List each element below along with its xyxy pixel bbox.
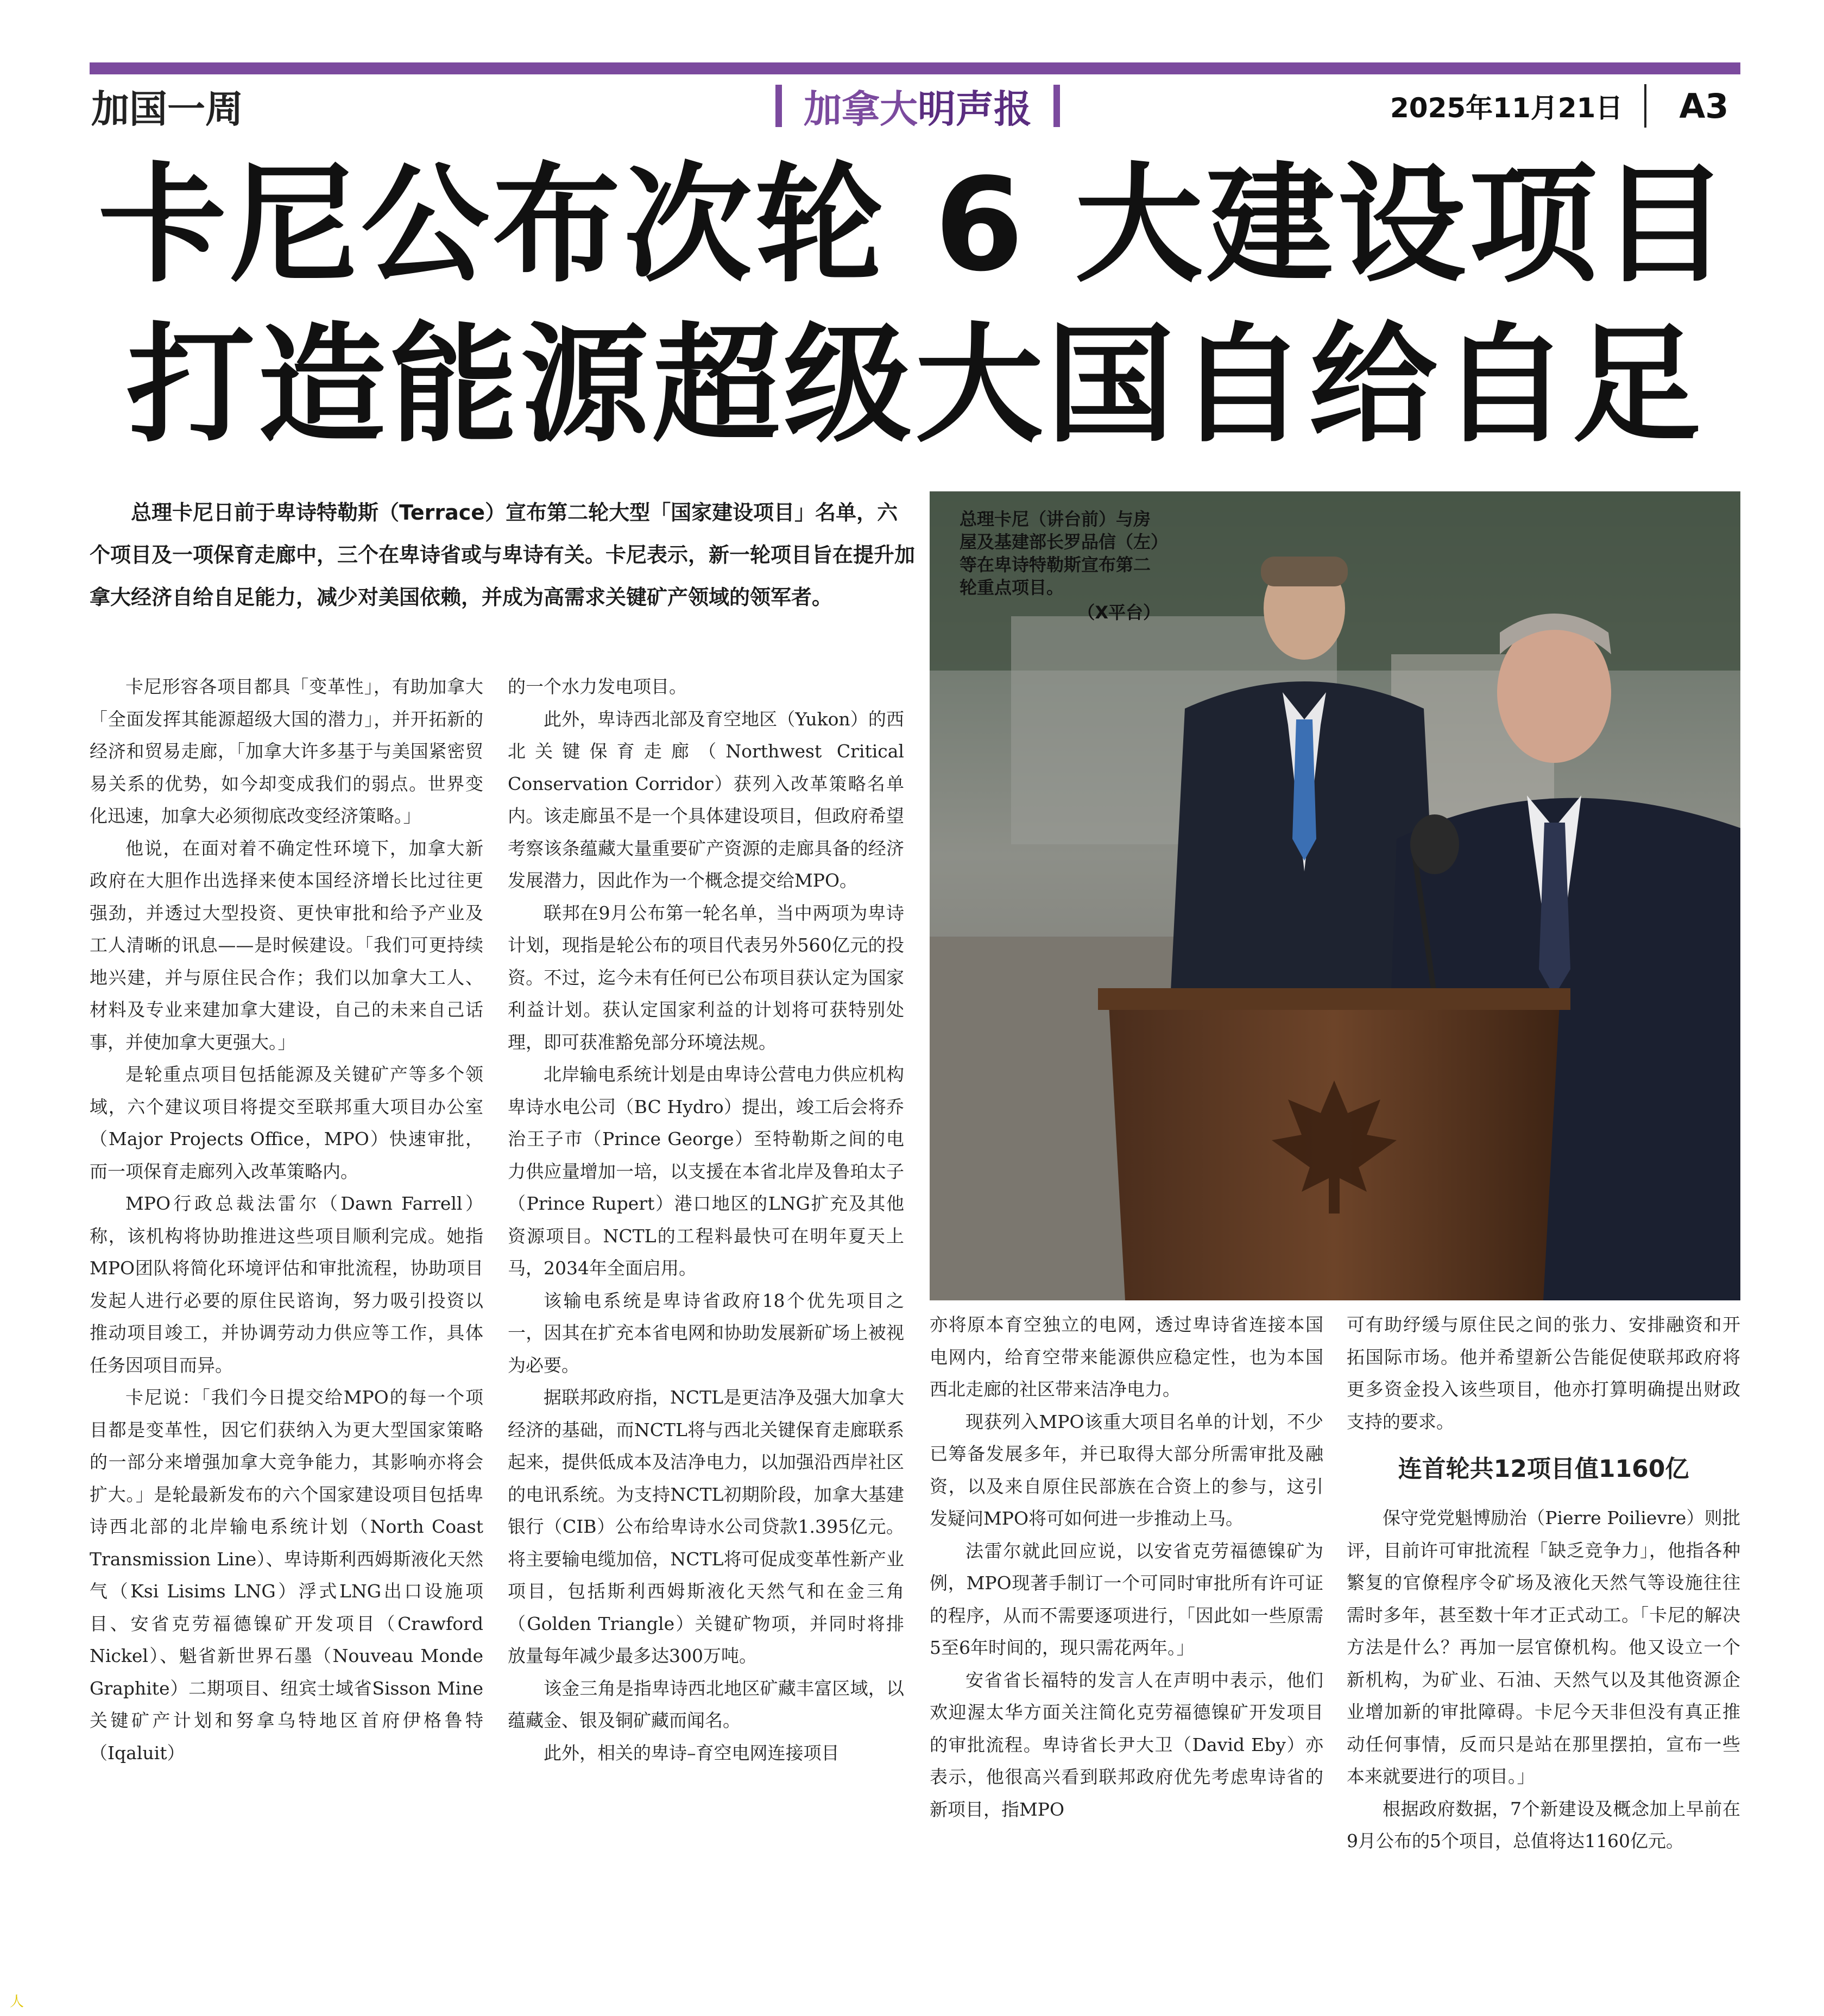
headline-line-1: 卡尼公布次轮 6 大建设项目 (98, 150, 1732, 300)
news-photo (930, 491, 1740, 1300)
headline-line-2: 打造能源超级大国自给自足 (126, 311, 1703, 460)
paragraph: 是轮重点项目包括能源及关键矿产等多个领域，六个建议项目将提交至联邦重大项目办公室（Major Projects Office，MPO）快速审批，而一项保育走廊列入改革策略内。 (90, 1064, 483, 1182)
paragraph: 保守党党魁博励治（Pierre Poilievre）则批评，目前许可审批流程「缺乏竞争力」，他指各种繁复的官僚程序令矿场及液化天然气等设施往往需时多年，甚至数十年才正式动工。「卡尼的解决方法是什么？再加一层官僚机构。他又设立一个新机构，为矿业、石油、天然气以及其他资源企业增加新的审批障碍。卡尼今天非但没有真正推动任何事情，反而只是站在那里摆拍，宣布一些本来就要进行的项目。」 (1347, 1507, 1740, 1787)
body-column-4 (1347, 1309, 1740, 1857)
masthead-title-part1: 加拿大 (804, 86, 918, 131)
corner-mark: 人 (10, 1994, 24, 2010)
paragraph: 法雷尔就此回应说，以安省克劳福德镍矿为例，MPO现著手制订一个可同时审批所有许可证的程序，从而不需要逐项进行，「因此如一些原需5至6年时间的，现只需花两年。」 (930, 1540, 1323, 1658)
paragraph: 卡尼说：「我们今日提交给MPO的每一个项目都是变革性，因它们获纳入为更大型国家策略的一部分来增强加拿大竞争能力，其影响亦将会扩大。」是轮最新发布的六个国家建设项目包括卑诗西北部的北岸输电系统计划（North Coast Transmission Line）、卑诗斯利西姆斯液化天然气（Ksi Lisims LNG）浮式LNG出口设施项目、安省克劳福德镍矿开发项目（Crawford Nickel）、魁省新世界石墨（Nouveau Monde Graphite）二期项目、纽宾士域省Sisson Mine关键矿产计划和努拿乌特地区首府伊格鲁特（Iqaluit） (90, 1387, 483, 1764)
paragraph: 联邦在9月公布第一轮名单，当中两项为卑诗计划，现指是轮公布的项目代表另外560亿元的投资。不过，迄今未有任何已公布项目获认定为国家利益计划。获认定国家利益的计划将可获特别处理，即可获准豁免部分环境法规。 (508, 902, 904, 1053)
paragraph: 此外，相关的卑诗–育空电网连接项目 (544, 1742, 840, 1764)
subheading: 连首轮共12项目值1160亿 (1398, 1455, 1689, 1483)
paragraph: 北岸输电系统计划是由卑诗公营电力供应机构卑诗水电公司（BC Hydro）提出，竣工后会将乔治王子市（Prince George）至特勒斯之间的电力供应量增加一培，以支援在本省北岸及鲁珀太子（Prince Rupert）港口地区的LNG扩充及其他资源项目。NCTL的工程料最快可在明年夏天上马，2034年全面启用。 (508, 1064, 904, 1279)
paragraph: 现获列入MPO该重大项目名单的计划，不少已筹备发展多年，并已取得大部分所需审批及融资，以及来自原住民部族在合资上的参与，这引发疑问MPO将可如何进一步推动上马。 (930, 1411, 1323, 1529)
issue-info (1390, 76, 1728, 136)
masthead-title-part2: 明声报 (918, 86, 1032, 131)
paragraph: 的一个水力发电项目。 (508, 676, 687, 697)
masthead (744, 76, 1091, 136)
paragraph: 亦将原本育空独立的电网，透过卑诗省连接本国电网内，给育空带来能源供应稳定性，也为本国西北走廊的社区带来洁净电力。 (930, 1314, 1323, 1400)
masthead-bar-left (775, 85, 782, 127)
photo-credit: （X平台） (1077, 602, 1160, 623)
paragraph: 可有助纾缓与原住民之间的张力、安排融资和开拓国际市场。他并希望新公告能促使联邦政府将更多资金投入该些项目，他亦打算明确提出财政支持的要求。 (1347, 1314, 1740, 1432)
paragraph: MPO行政总裁法雷尔（Dawn Farrell）称，该机构将协助推进这些项目顺利完成。她指MPO团队将简化环境评估和审批流程，协助项目发起人进行必要的原住民谘询，努力吸引投资以推动项目竣工，并协调劳动力供应等工作，具体任务因项目而异。 (90, 1193, 483, 1376)
header-rule (90, 62, 1740, 74)
paragraph: 此外，卑诗西北部及育空地区（Yukon）的西北关键保育走廊（Northwest Critical Conservation Corridor）获列入改革策略名单内。该走廊虽不是一个具体建设项目，但政府希望考察该条蕴藏大量重要矿产资源的走廊具备的经济发展潜力，因此作为一个概念提交给MPO。 (508, 708, 904, 891)
photo-caption (960, 508, 1166, 624)
paragraph: 该输电系统是卑诗省政府18个优先项目之一，因其在扩充本省电网和协助发展新矿场上被视为必要。 (508, 1290, 904, 1376)
masthead-bar-right (1053, 85, 1060, 127)
paragraph: 据联邦政府指，NCTL是更洁净及强大加拿大经济的基础，而NCTL将与西北关键保育走廊联系起来，提供低成本及洁净电力，以加强沿西岸社区的电讯系统。为支持NCTL初期阶段，加拿大基建银行（CIB）公布给卑诗水公司贷款1.395亿元。将主要输电缆加倍，NCTL将可促成变革性新产业项目，包括斯利西姆斯液化天然气和在金三角（Golden Triangle）关键矿物项，并同时将排放量每年减少最多达300万吨。 (508, 1387, 904, 1666)
paragraph: 根据政府数据，7个新建设及概念加上早前在9月公布的5个项目，总值将达1160亿元。 (1347, 1798, 1740, 1851)
photo-caption-text: 总理卡尼（讲台前）与房屋及基建部长罗品信（左）等在卑诗特勒斯宣布第二轮重点项目。 (960, 509, 1160, 598)
issue-divider (1644, 84, 1646, 128)
page-number: A3 (1679, 86, 1729, 126)
body-column-2 (508, 671, 904, 1769)
section-name: 加国一周 (91, 86, 243, 131)
body-column-3 (930, 1309, 1323, 1825)
issue-date: 2025年11月21日 (1390, 92, 1623, 124)
paragraph: 他说，在面对着不确定性环境下，加拿大新政府在大胆作出选择来使本国经济增长比过往更强劲，并透过大型投资、更快审批和给予产业及工人清晰的讯息——是时候建设。「我们可更持续地兴建，并与原住民合作；我们以加拿大工人、材料及专业来建加拿大建设，自己的未来自己话事，并使加拿大更强大。」 (90, 837, 483, 1053)
body-column-1 (90, 671, 483, 1769)
lead-paragraph: 总理卡尼日前于卑诗特勒斯（Terrace）宣布第二轮大型「国家建设项目」名单，六个项目及一项保育走廊中，三个在卑诗省或与卑诗有关。卡尼表示，新一轮项目旨在提升加拿大经济自给自足能力，减少对美国依赖，并成为高需求关键矿产领域的领军者。 (90, 501, 916, 609)
paragraph: 安省省长福特的发言人在声明中表示，他们欢迎渥太华方面关注简化克劳福德镍矿开发项目的审批流程。卑诗省长尹大卫（David Eby）亦表示，他很高兴看到联邦政府优先考虑卑诗省的新项目，指MPO (930, 1669, 1323, 1820)
paragraph: 卡尼形容各项目都具「变革性」，有助加拿大「全面发挥其能源超级大国的潜力」，并开拓新的经济和贸易走廊，「加拿大许多基于与美国紧密贸易关系的优势，如今却变成我们的弱点。世界变化迅速，加拿大必须彻底改变经济策略。」 (90, 676, 483, 826)
paragraph: 该金三角是指卑诗西北地区矿藏丰富区域，以蕴藏金、银及铜矿藏而闻名。 (508, 1677, 904, 1731)
